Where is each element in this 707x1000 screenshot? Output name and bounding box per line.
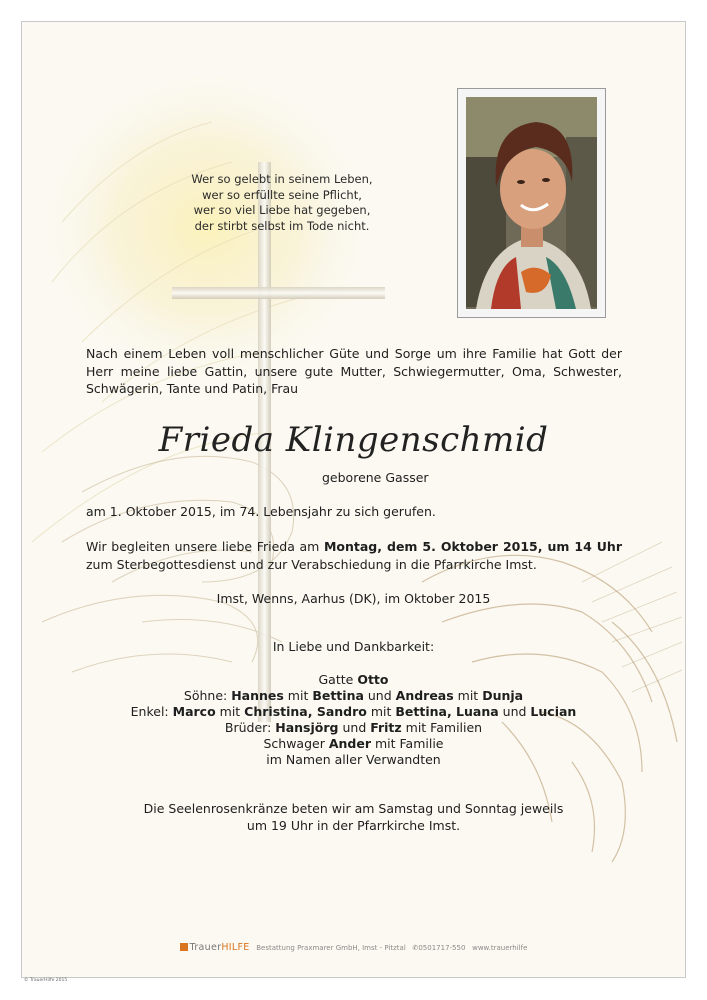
rosary-line: Die Seelenrosenkränze beten wir am Samstag und Sonntag jeweils <box>143 801 564 816</box>
poem-line: wer so viel Liebe hat gegeben, <box>193 203 371 217</box>
grandchild-name: Christina, Sandro <box>244 704 367 719</box>
poem <box>162 172 402 234</box>
son-name: Andreas <box>395 688 454 703</box>
poem-line: Wer so gelebt in seinem Leben, <box>191 172 373 186</box>
funeral-text-end: zum Sterbegottesdienst und zur Verabschiedung in die Pfarrkirche Imst. <box>86 556 537 572</box>
rosary-notice <box>22 800 685 834</box>
husband-label: Gatte <box>318 672 358 687</box>
logo-text-part: Trauer <box>189 942 222 953</box>
connector: mit <box>283 688 313 703</box>
connector: und <box>498 704 531 719</box>
mourner-sons <box>22 688 685 704</box>
poem-line: wer so erfüllte seine Pflicht, <box>202 187 362 202</box>
poem-line: der stirbt selbst im Tode nicht. <box>194 218 370 233</box>
trauerhilfe-logo-icon <box>180 943 188 951</box>
funeral-text-start: Wir begleiten unsere liebe Frieda am <box>86 539 324 554</box>
portrait-frame <box>457 88 606 318</box>
copyright-note: © TrauerHilfe 2015 <box>24 978 68 983</box>
connector: und <box>338 720 371 735</box>
mourners-list <box>22 639 685 768</box>
death-date-text: am 1. Oktober 2015, im 74. Lebensjahr zu sich gerufen. <box>86 504 436 519</box>
footer-phone[interactable]: ✆0501717-550 <box>412 944 466 952</box>
footer-website-link[interactable]: www.trauerhilfe <box>472 944 528 952</box>
intro-text: Nach einem Leben voll menschlicher Güte und Sorge um ihre Familie hat Gott der Herr meine liebe Gattin, unsere gute Mutter, Schwiegermutter, Oma, Schwester, Schwägerin, Tante und Patin, Frau <box>86 346 622 396</box>
connector: und <box>363 688 396 703</box>
connector: mit Familien <box>401 720 483 735</box>
connector: mit <box>215 704 245 719</box>
connector: mit Familie <box>371 736 444 751</box>
mourner-husband <box>22 672 685 688</box>
brothers-label: Brüder: <box>224 720 276 735</box>
deceased-name: Frieda Klingenschmid <box>158 420 549 460</box>
grandchild-name: Marco <box>172 704 216 719</box>
mourner-grandchildren <box>22 704 685 720</box>
grandchild-name: Bettina, Luana <box>395 704 499 719</box>
rosary-line: um 19 Uhr in der Pfarrkirche Imst. <box>246 818 461 833</box>
brother-in-law-name: Ander <box>328 736 372 751</box>
grandchildren-label: Enkel: <box>130 704 173 719</box>
spouse-name: Bettina <box>312 688 364 703</box>
son-name: Hannes <box>231 688 284 703</box>
brother-in-law-label: Schwager <box>263 736 329 751</box>
mourner-brother-in-law <box>22 736 685 752</box>
mourner-brothers <box>22 720 685 736</box>
husband-name: Otto <box>357 672 389 687</box>
brother-name: Fritz <box>370 720 402 735</box>
funeral-text <box>86 538 622 573</box>
connector: mit <box>366 704 396 719</box>
portrait-photo <box>466 97 597 309</box>
brother-name: Hansjörg <box>275 720 339 735</box>
spouse-name: Dunja <box>482 688 524 703</box>
grandchild-name: Lucian <box>530 704 577 719</box>
footer <box>22 942 685 953</box>
logo-text-part: HILFE <box>221 942 250 953</box>
logo-text <box>190 942 250 953</box>
place-date: Imst, Wenns, Aarhus (DK), im Oktober 2015 <box>216 591 491 606</box>
birth-name: geborene Gasser <box>322 470 429 485</box>
notice-card <box>21 21 686 978</box>
funeral-date: Montag, dem 5. Oktober 2015, um 14 Uhr <box>323 539 622 554</box>
mourner-relatives: im Namen aller Verwandten <box>266 752 441 767</box>
connector: mit <box>453 688 483 703</box>
mourners-header: In Liebe und Dankbarkeit: <box>272 639 435 654</box>
footer-company: Bestattung Praxmarer GmbH, Imst - Pitztal <box>256 944 406 952</box>
sons-label: Söhne: <box>183 688 232 703</box>
